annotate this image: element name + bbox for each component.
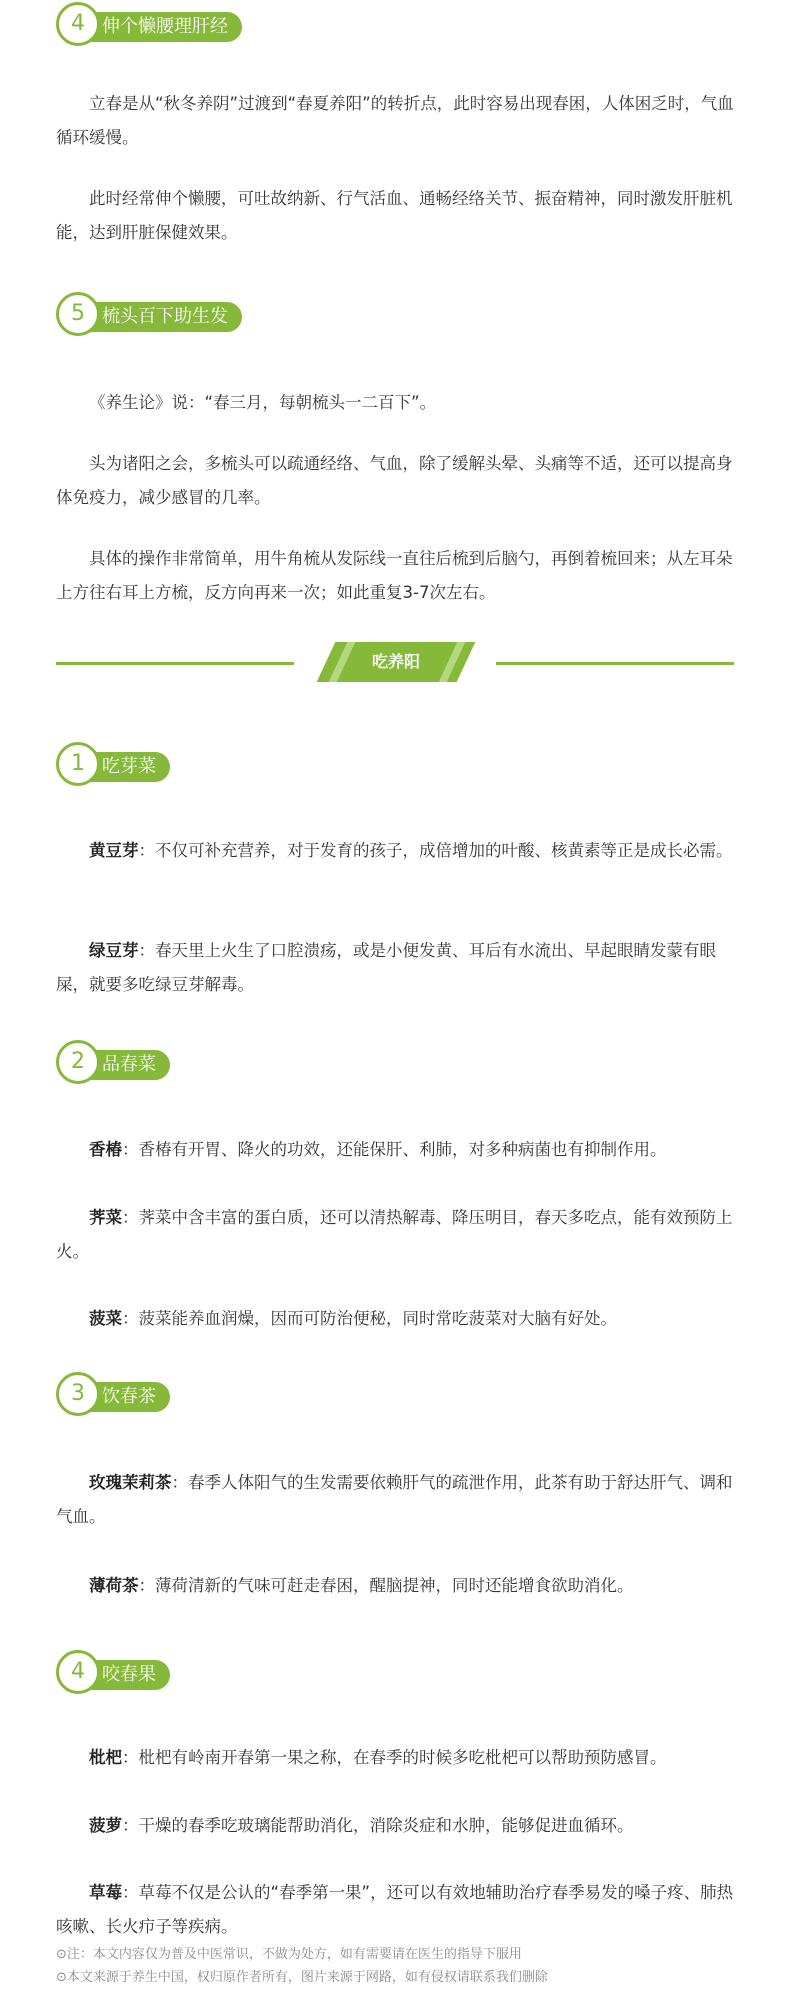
- section-title: 伸个懒腰理肝经: [80, 12, 242, 42]
- item-term: 菠菜: [89, 1309, 122, 1328]
- item-text: ：枇杷有岭南开春第一果之称，在春季的时候多吃枇杷可以帮助预防感冒。: [122, 1748, 667, 1767]
- item-term: 草莓: [89, 1883, 122, 1902]
- disclaimer-note: ⊙注：本文内容仅为普及中医常识，不做为处方，如有需要请在医生的指导下服用: [56, 1947, 522, 1962]
- item-term: 荠菜: [89, 1208, 122, 1227]
- item-term: 薄荷茶: [89, 1576, 139, 1595]
- item-text: ：春季人体阳气的生发需要依赖肝气的疏泄作用，此茶有助于舒达肝气、调和气血。: [56, 1473, 733, 1526]
- list-item: [56, 1133, 734, 1167]
- paragraph: [56, 182, 734, 250]
- item-term: 黄豆芽: [89, 841, 139, 860]
- section-number: 4: [56, 2, 100, 46]
- section-title: 吃芽菜: [80, 752, 170, 782]
- paragraph-text: 《养生论》说：“春三月，每朝梳头一二百下”。: [89, 393, 437, 412]
- paragraph: [56, 87, 734, 155]
- item-text: ：干燥的春季吃玻璃能帮助消化，消除炎症和水肿，能够促进血循环。: [122, 1816, 634, 1835]
- list-item: [56, 1302, 734, 1336]
- item-term: 枇杷: [89, 1748, 122, 1767]
- paragraph: [56, 542, 734, 610]
- item-term: 绿豆芽: [89, 941, 139, 960]
- paragraph: [56, 386, 734, 420]
- list-item: [56, 1201, 734, 1269]
- divider-line-left: [56, 662, 294, 665]
- source-note: ⊙本文来源于养生中国，权归原作者所有，图片来源于网路，如有侵权请联系我们删除: [56, 1970, 548, 1985]
- list-item: [56, 1876, 734, 1944]
- list-item: [56, 934, 734, 1002]
- section-divider: [56, 634, 734, 680]
- list-item: [56, 1569, 734, 1603]
- paragraph-text: 立春是从“秋冬养阴”过渡到“春夏养阳”的转折点，此时容易出现春困，人体困乏时，气血循环缓慢。: [56, 94, 734, 147]
- item-text: ：菠菜能养血润燥，因而可防治便秘，同时常吃菠菜对大脑有好处。: [122, 1309, 617, 1328]
- section-title: 咬春果: [80, 1660, 170, 1690]
- section-number: 5: [56, 292, 100, 336]
- list-item: [56, 1809, 734, 1843]
- item-term: 菠萝: [89, 1816, 122, 1835]
- item-text: ：春天里上火生了口腔溃疡，或是小便发黄、耳后有水流出、早起眼睛发蒙有眼屎，就要多吃绿豆芽解毒。: [56, 941, 716, 994]
- section-title: 饮春茶: [80, 1382, 170, 1412]
- paragraph-text: 头为诸阳之会，多梳头可以疏通经络、气血，除了缓解头晕、头痛等不适，还可以提高身体免疫力，减少感冒的几率。: [56, 454, 733, 507]
- item-text: ：草莓不仅是公认的“春季第一果”，还可以有效地辅助治疗春季易发的嗓子疼、肺热咳嗽、长火疖子等疾病。: [56, 1883, 734, 1936]
- section-title: 梳头百下助生发: [80, 302, 242, 332]
- divider-line-right: [496, 662, 734, 665]
- list-item: [56, 834, 734, 868]
- section-number: 4: [56, 1650, 100, 1694]
- paragraph-text: 具体的操作非常简单，用牛角梳从发际线一直往后梳到后脑勺，再倒着梳回来；从左耳朵上方往右耳上方梳，反方向再来一次；如此重复3-7次左右。: [56, 549, 733, 602]
- section-number: 3: [56, 1372, 100, 1416]
- item-text: ：不仅可补充营养，对于发育的孩子，成倍增加的叶酸、核黄素等正是成长必需。: [138, 841, 733, 860]
- section-title: 品春菜: [80, 1050, 170, 1080]
- item-term: 香椿: [89, 1140, 122, 1159]
- section-number: 2: [56, 1040, 100, 1084]
- paragraph: [56, 447, 734, 515]
- item-text: ：薄荷清新的气味可赶走春困，醒脑提神，同时还能增食欲助消化。: [138, 1576, 634, 1595]
- item-text: ：荠菜中含丰富的蛋白质，还可以清热解毒、降压明目，春天多吃点，能有效预防上火。: [56, 1208, 733, 1261]
- divider-label: 吃养阳: [371, 652, 420, 671]
- paragraph-text: 此时经常伸个懒腰，可吐故纳新、行气活血、通畅经络关节、振奋精神，同时激发肝脏机能，达到肝脏保健效果。: [56, 189, 733, 242]
- item-text: ：香椿有开胃、降火的功效，还能保肝、利肺，对多种病菌也有抑制作用。: [122, 1140, 667, 1159]
- item-term: 玫瑰茉莉茶: [89, 1473, 172, 1492]
- list-item: [56, 1741, 734, 1775]
- section-number: 1: [56, 742, 100, 786]
- list-item: [56, 1466, 734, 1534]
